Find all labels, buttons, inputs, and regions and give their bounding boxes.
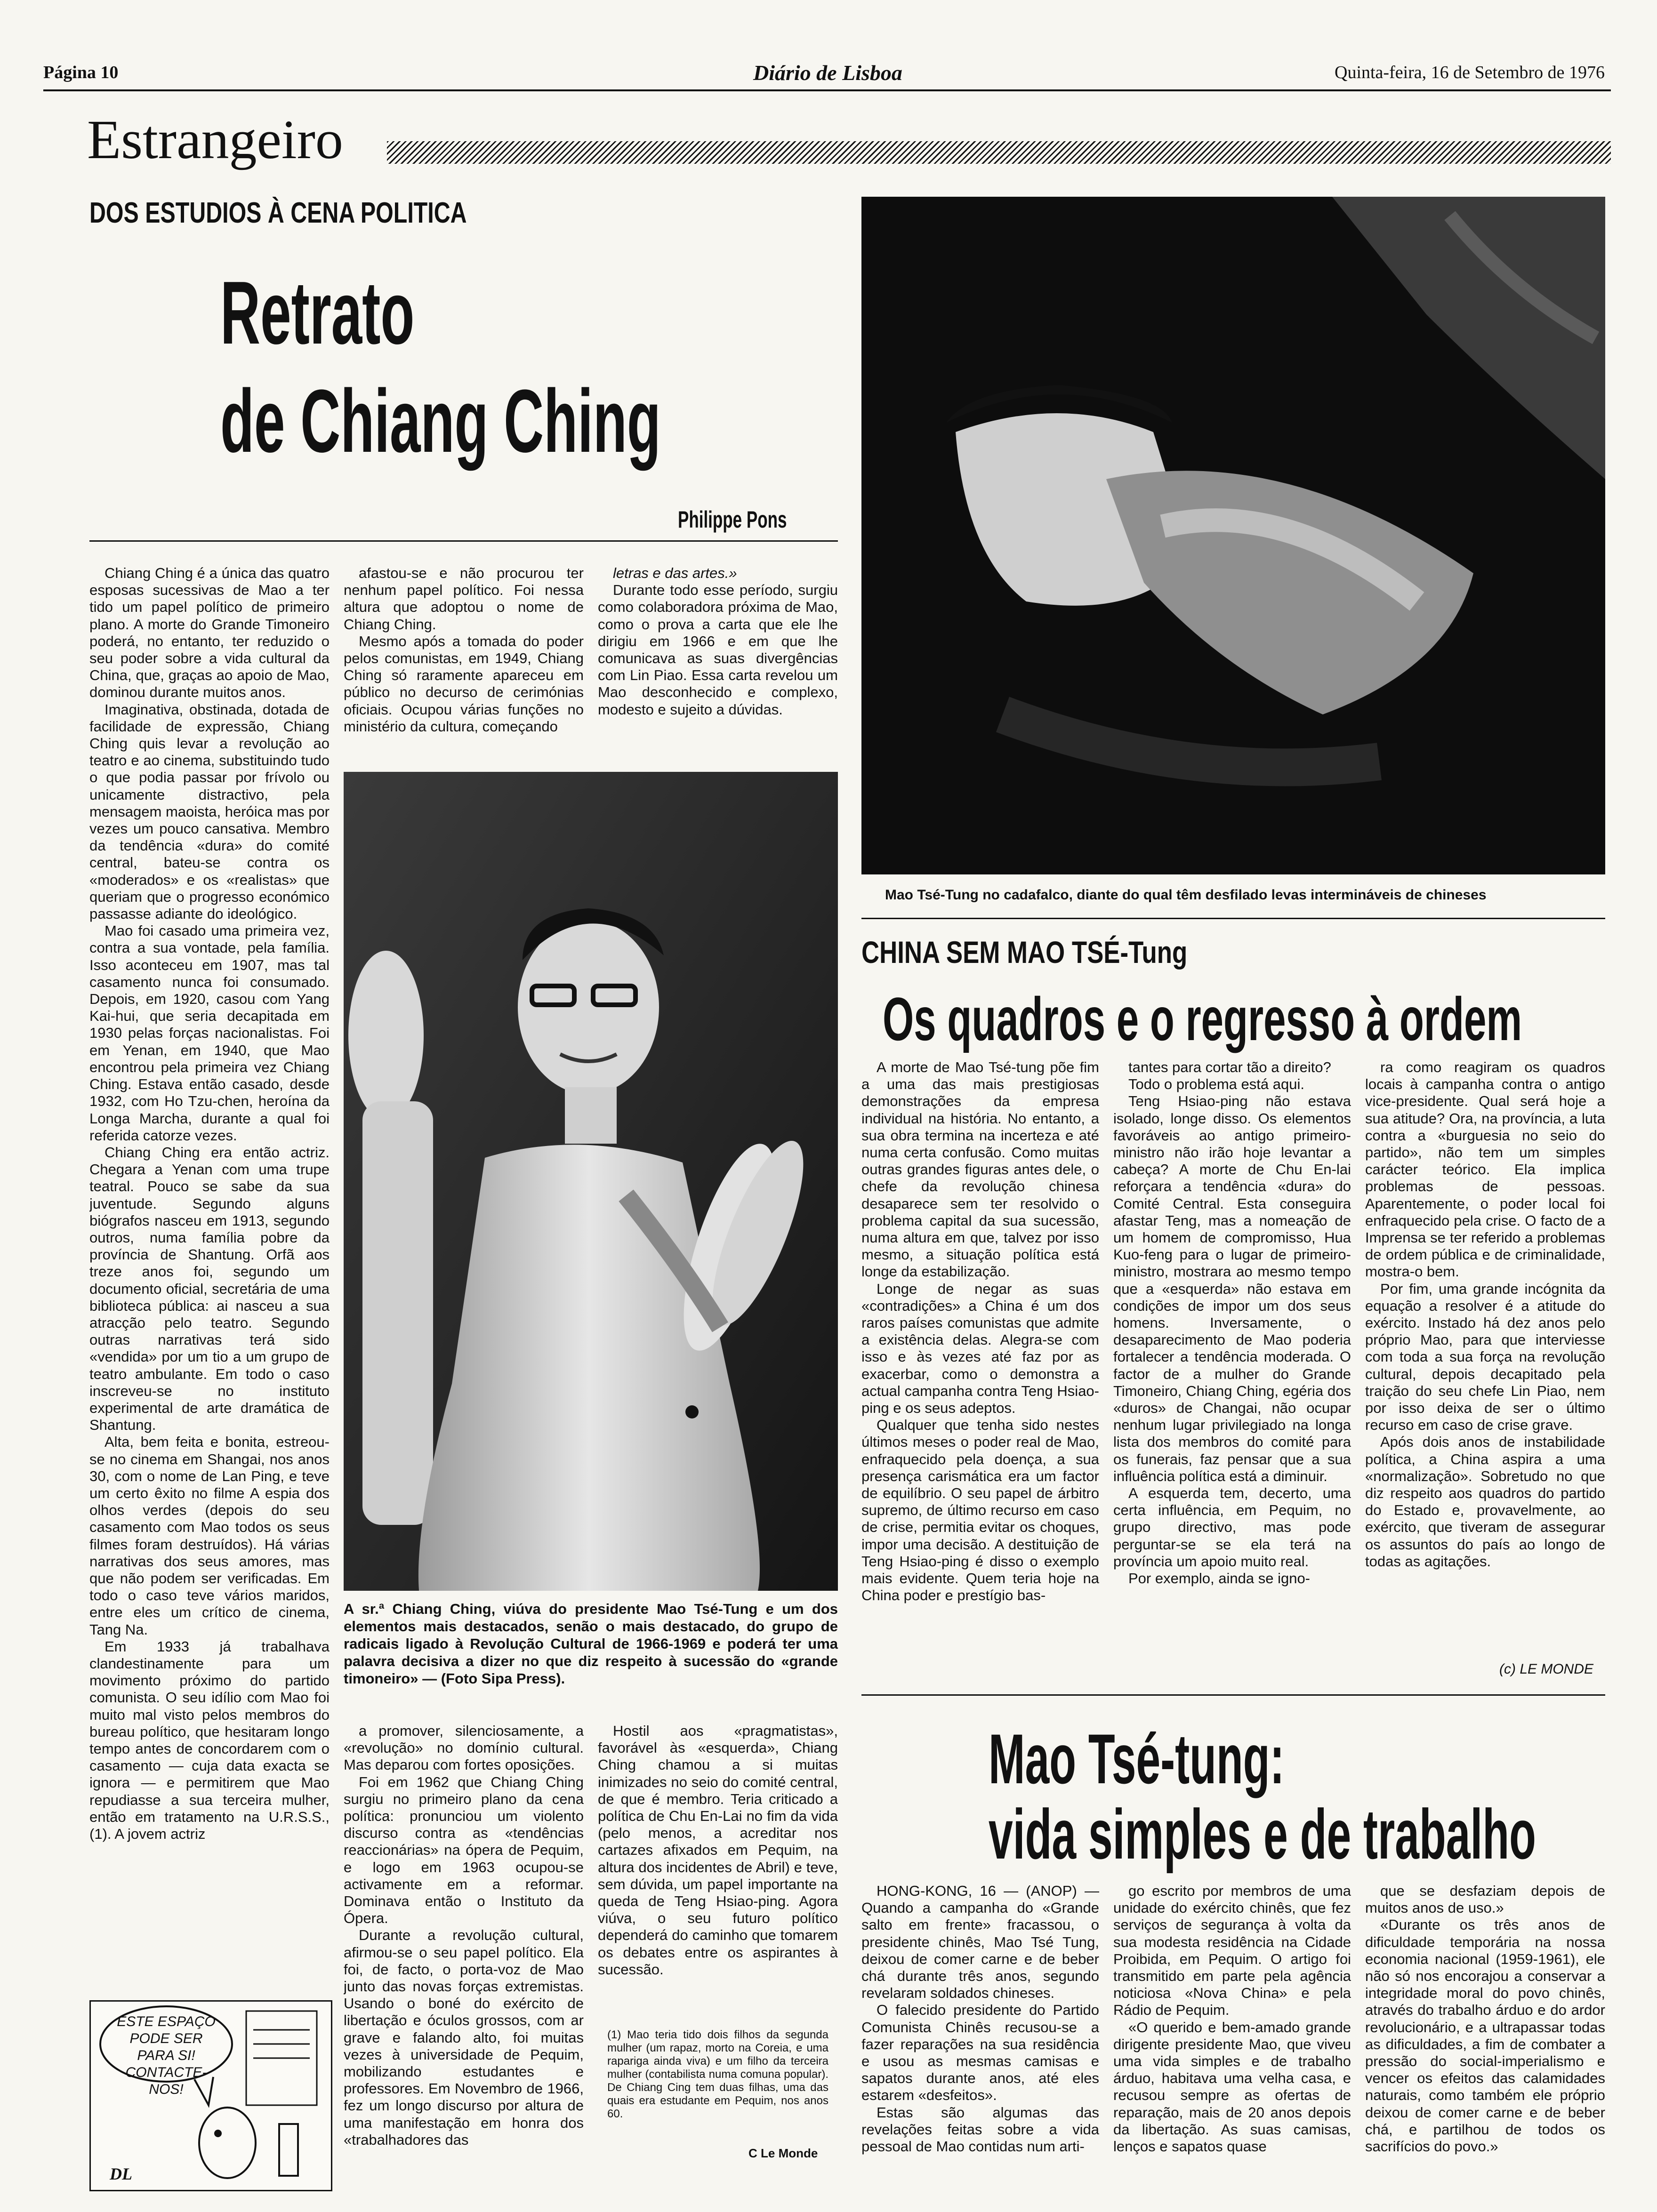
article3-column-2: go escrito por membros de uma unidade do exército chinês, que fez serviços de segurança à volta da sua modesta residência na Cidade Proibida, em Pequim. O artigo foi transmitido em parte pela agência noticiosa «Nova China» e pela Rádio de Pequim. «O querido e bem-amado grande dirigente presidente Mao, que viveu uma vida simples e de trabalho árduo, habitava uma velha casa, e recusou sempre as ofertas de reparação, mais de 20 anos depois da libertação. As suas camisas, lenços e sapatos quase: [1113, 1883, 1351, 2155]
article1-column-2-top: afastou-se e não procurou ter nenhum papel político. Foi nessa altura que adoptou o nome de Chiang Ching. Mesmo após a tomada do poder pelos comunistas, em 1949, Chiang Ching só raramente apareceu em público no decurso de cerimónias oficiais. Ocupou várias funções no ministério da cultura, começando: [344, 565, 584, 735]
article1-column-3-top: letras e das artes.» Durante todo esse período, surgiu como colaboradora próxima de Mao, como o prova a carta que ele lhe dirigiu em 1966 e em que lhe comunicava as suas divergências com Lin Piao. Essa carta revelou um Mao desconhecido e complexo, modesto e sujeito a dúvidas.: [598, 565, 838, 718]
article2-column-1: A morte de Mao Tsé-tung põe fim a uma das mais prestigiosas demonstrações da empresa individual na história. No entanto, a sua obra termina na incerteza e até numa certa confusão. Como muitas outras grandes figuras antes dele, o chefe da revolução chinesa desaparece sem ter resolvido o problema capital da sua sucessão, numa altura em que, talvez por isso mesmo, a situação política está longe da estabilização. Longe de negar as suas «contradições» a China é um dos raros países comunistas que admite a existência delas. Alegra-se com isso e às vezes até faz por as exacerbar, como o demonstra a actual campanha contra Teng Hsiao-ping e os seus adeptos. Qualquer que tenha sido nestes últimos meses o poder real de Mao, enfraquecido pela doença, a sua presença carismática era um factor de equilíbrio. O seu papel de árbitro supremo, de último recurso em caso de crise, permitia evitar os choques, impor uma decisão. A destituição de Teng Hsiao-ping é disso o exemplo mais evidente. Quem teria hoje na China poder e prestígio bas-: [861, 1059, 1099, 1604]
chiang-ching-photo-caption: A sr.ª Chiang Ching, viúva do presidente Mao Tsé-Tung e um dos elementos mais destacados, senão o mais destacado, do grupo de radicais ligado à Revolução Cultural de 1966-1969 e poderá ter uma palavra decisiva a dizer no que diz respeito à sucessão do «grande timoneiro» — (Foto Sipa Press).: [344, 1601, 838, 1687]
article1-rule: [89, 540, 838, 542]
section-title: Estrangeiro: [87, 109, 343, 170]
mao-illustration: [861, 197, 1605, 874]
article1-title-line1: Retrato: [220, 263, 415, 363]
article1-column-2-bottom: a promover, silenciosamente, a «revolução» no domínio cultural. Mas deparou com fortes oposições. Foi em 1962 que Chiang Ching surgiu no primeiro plano da cena política: pronunciou um violento discurso contra as «tendências reaccionárias» na ópera de Pequim, e logo em 1963 ocupou-se activamente em a reformar. Dominava então o Instituto da Ópera. Durante a revolução cultural, afirmou-se o seu papel político. Ela foi, de facto, o porta-voz de Mao junto das novas forças extremistas. Usando o boné do exército de libertação e óculos grossos, com ar grave e falando alto, foi muitas vezes à universidade de Pequim, mobilizando estudantes e professores. Em Novembro de 1966, fez um longo discurso por altura de uma manifestação em honra dos «trabalhadores das: [344, 1723, 584, 2148]
masthead: Diário de Lisboa: [753, 61, 902, 85]
article2-column-3: ra como reagiram os quadros locais à campanha contra o antigo vice-presidente. Qual será hoje a sua atitude? Ora, na província, a luta contra a «burguesia no seio do partido», não tem um simples carácter teórico. Ela implica problemas de pessoas. Aparentemente, o poder local foi enfraquecido pela crise. O facto de a Imprensa se ter referido a problemas de ordem pública e de criminalidade, mostra-o bem. Por fim, uma grande incógnita da equação a resolver é a atitude do exército. Instado há dez anos pelo próprio Mao, para que interviesse com toda a sua força na revolução cultural, depois decapitado pela traição do seu chefe Lin Piao, nem por isso deixa de ser o último recurso em caso de crise grave. Após dois anos de instabilidade política, a China aspira a uma «normalização». Sobretudo no que diz respeito aos quadros do partido do Estado e, provavelmente, ao exército, que tiveram de assegurar os assuntos do país ao longo de todas as agitações.: [1365, 1059, 1605, 1570]
article3-column-1: HONG-KONG, 16 — (ANOP) — Quando a campanha do «Grande salto em frente» fracassou, o presidente chinês, Mao Tsé Tung, deixou de comer carne e de beber chá durante três anos, segundo revelaram soldados chineses. O falecido presidente do Partido Comunista Chinês recusou-se a fazer reparações na sua residência e usou as mesmas camisas e sapatos durante anos, até eles estarem «desfeitos». Estas são algumas das revelações feitas sobre a vida pessoal de Mao contidas num arti-: [861, 1883, 1099, 2155]
issue-date: Quinta-feira, 16 de Setembro de 1976: [1335, 63, 1605, 82]
mao-cadafalco-photo: [861, 197, 1605, 874]
article1-credit: C Le Monde: [748, 2146, 818, 2160]
article1-column-3-bottom: Hostil aos «pragmatistas», favorável às «esquerda», Chiang Ching chamou a si muitas inimizades no seio do comité central, de que é membro. Teria criticado a política de Chu En-Lai no fim da vida (pelo menos, a acreditar nos cartazes afixados em Pequim, na altura dos incidentes de Abril) e teve, sem dúvida, um papel importante na queda de Teng Hsiao-ping. Agora viúva, o seu futuro político dependerá do caminho que tomarem os debates entre os aspirantes à sucessão.: [598, 1723, 838, 1978]
article2-column-2: tantes para cortar tão a direito? Todo o problema está aqui. Teng Hsiao-ping não estava isolado, longe disso. Os elementos favoráveis ao antigo primeiro-ministro não irão hoje levantar a cabeça? A morte de Chu En-lai reforçara a tendência «dura» do Comité Central. Esta conseguira afastar Teng, mas a nomeação de um homem de compromisso, Hua Kuo-feng para o lugar de primeiro-ministro, mostrara ao mesmo tempo que a «esquerda» não estava em condições de impor um dos seus homens. Inversamente, o desaparecimento de Mao poderia fortalecer a tendência moderada. O factor de a mulher do Grande Timoneiro, Chiang Ching, egéria dos «duros» de Changai, não ocupar nenhum lugar privilegiado na longa lista dos membros do comité para os funerais, faz pensar que a sua influência política está a diminuir. A esquerda tem, decerto, uma certa influência, em Pequim, no grupo directivo, mas pode perguntar-se se ela terá na província um apoio muito real. Por exemplo, ainda se igno-: [1113, 1059, 1351, 1587]
cartoon-bubble-text: ESTE ESPAÇO PODE SER PARA SI! CONTACTE-NOS!: [117, 2014, 216, 2097]
article2-credit: (c) LE MONDE: [1499, 1661, 1594, 1677]
advert-cartoon: [89, 2000, 332, 2191]
article1-column-1: Chiang Ching é a única das quatro esposas sucessivas de Mao a ter tido um papel político de primeiro plano. A morte do Grande Timoneiro poderá, no entanto, ter reduzido o seu poder sobre a vida cultural da China, que, graças ao apoio de Mao, dominou durante muitos anos. Imaginativa, obstinada, dotada de facilidade de expressão, Chiang Ching quis levar a revolução ao teatro e ao cinema, substituindo tudo o que podia passar por frívolo ou unicamente distractivo, pela mensagem maoista, heróica mas por vezes um pouco cansativa. Membro da tendência «dura» do comité central, bateu-se contra os «moderados» e os «realistas» que queriam que o progresso económico passasse adiante do ideológico. Mao foi casado uma primeira vez, contra a sua vontade, pela família. Isso aconteceu em 1907, mas tal casamento nunca foi consumado. Depois, em 1920, casou com Yang Kai-hui, que seria decapitada em 1930 pelas forças nacionalistas. Foi em Yenan, em 1940, que Mao encontrou pela primeira vez Chiang Ching. Estava então casado, desde 1932, com Ho Tzu-chen, heroína da Longa Marcha, durante a qual foi referida catorze vezes. Chiang Ching era então actriz. Chegara a Yenan com uma trupe teatral. Pouco se sabe da sua juventude. Segundo alguns biógrafos nasceu em 1913, segundo outros, numa família pobre da província de Shantung. Orfã aos treze anos foi, segundo um documento oficial, secretária de uma biblioteca pública: ai nasceu a sua atracção pelo teatro. Segundo outras narrativas terá sido «vendida» por um tio a um grupo de teatro ambulante. Em todo o caso inscreveu-se no instituto experimental de arte dramática de Shantung. Alta, bem feita e bonita, estreou-se no cinema em Shangai, nos anos 30, com o nome de Lan Ping, e teve um certo êxito no filme A espia dos olhos verdes (depois do seu casamento com Mao todos os seus filmes foram destruídos). Há várias narrativas dos seus amores, mas que não podem ser verificadas. Em todo o caso teve vários maridos, entre eles um crítico de cinema, Tang Na. Em 1933 já trabalhava clandestinamente para um movimento próximo do partido comunista. O seu idílio com Mao foi muito mal visto pelos membros do bureau político, que hesitaram longo tempo antes de concordarem com o casamento — cuja data exacta se ignora — e permitirem que Mao repudiasse a sua terceira mulher, então em tratamento na U.R.S.S., (1). A jovem actriz: [89, 565, 330, 1843]
article1-byline: Philippe Pons: [678, 506, 787, 533]
article1-footnote: (1) Mao teria tido dois filhos da segunda mulher (um rapaz, morto na Coreia, e uma rapariga ainda viva) e um filho da terceira mulher (contabilista numa comuna popular). De Chiang Cing tem duas filhas, uma das quais era estudante em Pequim, nos anos 60.: [607, 2028, 828, 2120]
article3-column-3: que se desfaziam depois de muitos anos de uso.» «Durante os três anos de dificuldade temporária na nossa economia nacional (1959-1961), ele não só nos encorajou a conservar a integridade moral do povo chinês, através do trabalho árduo e do ardor revolucionário, e a ultrapassar todas as dificuldades, a fim de combater a pressão do social-imperialismo e vencer os efeitos das calamidades naturais, como também ele próprio deixou de comer carne e de beber chá, e partilhou de todos os sacrifícios do povo.»: [1365, 1883, 1605, 2155]
article3-title-line1: Mao Tsé-tung:: [989, 1719, 1285, 1798]
article2-title: Os quadros e o regresso à ordem: [883, 985, 1522, 1053]
page-number: Página 10: [43, 63, 119, 82]
article2-kicker: CHINA SEM MAO TSÉ-Tung: [861, 935, 1188, 970]
cartoon-signature: DL: [110, 2164, 132, 2183]
article1-kicker: DOS ESTUDIOS À CENA POLITICA: [89, 197, 467, 229]
chiang-ching-illustration: [344, 772, 838, 1591]
header-rule: [43, 89, 1611, 91]
article1-title-line2: de Chiang Ching: [220, 371, 661, 471]
chiang-ching-photo: [344, 772, 838, 1591]
article2-bottom-rule: [861, 1694, 1605, 1696]
article3-title-line2: vida simples e de trabalho: [989, 1795, 1536, 1874]
mao-photo-caption: Mao Tsé-Tung no cadafalco, diante do qual têm desfilado levas intermináveis de chineses: [885, 887, 1487, 903]
article2-top-rule: [861, 918, 1605, 919]
section-hatch: [387, 141, 1611, 164]
